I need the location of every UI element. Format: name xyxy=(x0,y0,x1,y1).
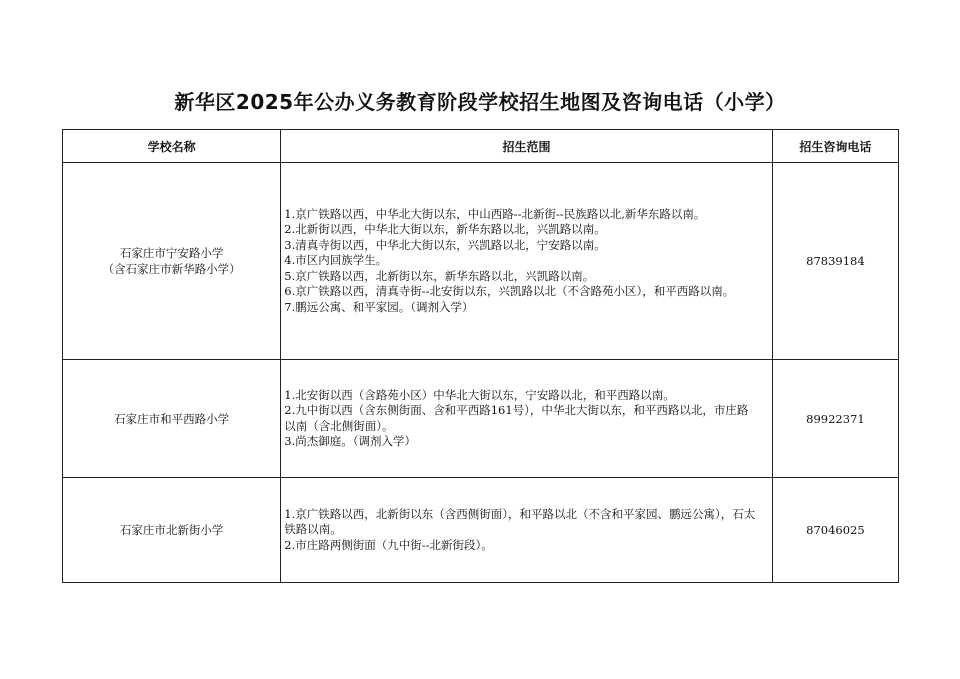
table-header-row xyxy=(63,130,899,163)
school-name-note: （含石家庄市新华路小学） xyxy=(102,262,241,276)
school-name-cell xyxy=(63,360,281,478)
enrollment-scope-cell xyxy=(281,360,773,478)
enrollment-scope-cell xyxy=(281,163,773,360)
school-name-cell xyxy=(63,478,281,583)
consult-phone: 87839184 xyxy=(772,163,898,360)
scope-item: 5.京广铁路以西，北新街以东，新华东路以北，兴凯路以南。 xyxy=(284,268,595,283)
scope-item: 2.市庄路两侧街面（九中街--北新街段）。 xyxy=(284,537,493,552)
scope-item: 2.北新街以西，中华北大街以东，新华东路以北，兴凯路以南。 xyxy=(284,222,606,237)
scope-item: 7.鹏远公寓、和平家园。（调剂入学） xyxy=(284,299,474,314)
enrollment-table xyxy=(62,129,899,583)
scope-item: 1.京广铁路以西，北新街以东（含西侧街面），和平路以北（不含和平家园、鹏远公寓），石太铁路以南。 xyxy=(284,506,756,537)
school-name: 石家庄市宁安路小学 xyxy=(119,246,224,260)
scope-item: 3.清真寺街以西，中华北大街以东，兴凯路以北，宁安路以南。 xyxy=(284,237,606,252)
enrollment-scope-cell xyxy=(281,478,773,583)
table-row xyxy=(63,163,899,360)
header-enrollment-scope: 招生范围 xyxy=(281,130,773,163)
scope-item: 6.京广铁路以西，清真寺街--北安街以东，兴凯路以北（不含路苑小区），和平西路以南。 xyxy=(284,284,735,299)
school-name: 石家庄市北新街小学 xyxy=(119,523,224,537)
consult-phone: 89922371 xyxy=(772,360,898,478)
page-title: 新华区2025年公办义务教育阶段学校招生地图及咨询电话（小学） xyxy=(174,90,786,114)
consult-phone: 87046025 xyxy=(772,478,898,583)
header-school-name: 学校名称 xyxy=(63,130,281,163)
table-row xyxy=(63,478,899,583)
scope-item: 1.北安街以西（含路苑小区）中华北大街以东，宁安路以北，和平西路以南。 xyxy=(284,387,675,402)
header-consult-phone: 招生咨询电话 xyxy=(772,130,898,163)
table-row xyxy=(63,360,899,478)
scope-item: 3.尚杰御庭。（调剂入学） xyxy=(284,434,416,448)
school-name: 石家庄市和平西路小学 xyxy=(114,411,230,426)
school-name-cell xyxy=(63,163,281,360)
scope-item: 4.市区内回族学生。 xyxy=(284,253,388,268)
scope-item: 1.京广铁路以西，中华北大街以东，中山西路--北新街--民族路以北,新华东路以南。 xyxy=(284,206,706,221)
scope-item: 2.九中街以西（含东侧街面、含和平西路161号），中华北大街以东，和平西路以北，市庄路以南（含北侧街面）。 xyxy=(284,403,749,433)
